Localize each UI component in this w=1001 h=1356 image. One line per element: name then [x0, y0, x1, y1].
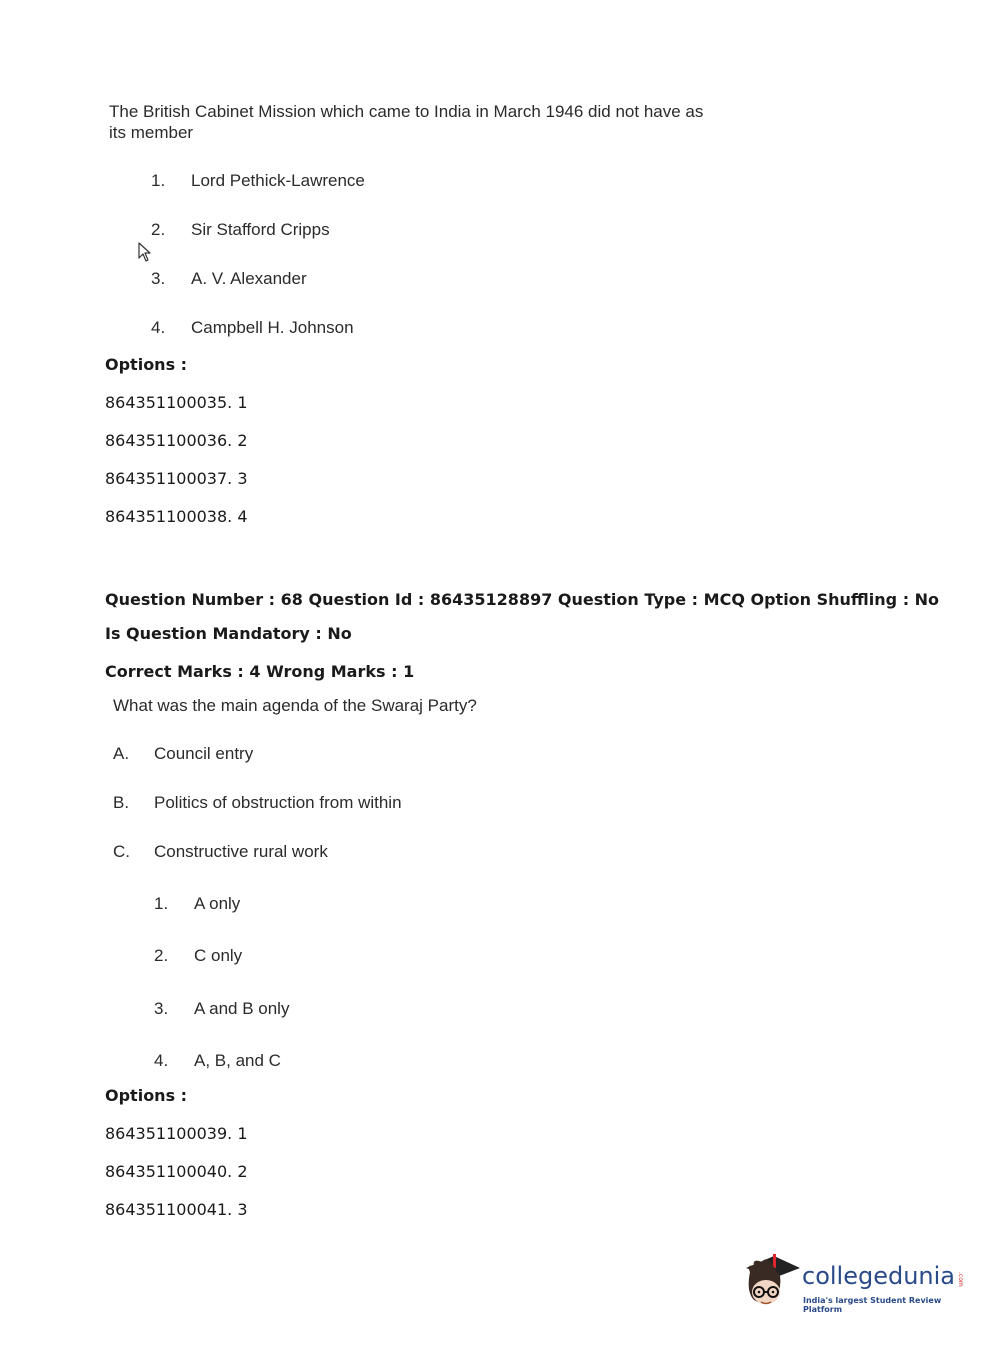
question-text-line-1: The British Cabinet Mission which came to India in March 1946 did not have as — [109, 102, 704, 121]
option-id: 864351100035. 1 — [105, 393, 248, 412]
question-marks: Correct Marks : 4 Wrong Marks : 1 — [105, 662, 415, 681]
option-id: 864351100036. 2 — [105, 431, 248, 450]
statement-item: B. Politics of obstruction from within — [113, 793, 402, 812]
option-id: 864351100041. 3 — [105, 1200, 248, 1219]
choice-item: 1. A only — [154, 894, 241, 913]
option-id: 864351100040. 2 — [105, 1162, 248, 1181]
question-mandatory: Is Question Mandatory : No — [105, 624, 352, 643]
option-id: 864351100038. 4 — [105, 507, 248, 526]
question-text: What was the main agenda of the Swaraj Party? — [113, 696, 477, 715]
statement-item: C. Constructive rural work — [113, 842, 328, 861]
choice-item: 1. Lord Pethick-Lawrence — [151, 171, 365, 190]
option-id: 864351100037. 3 — [105, 469, 248, 488]
options-heading: Options : — [105, 1086, 188, 1105]
choice-item: 3. A and B only — [154, 999, 290, 1018]
question-text-line-2: its member — [109, 123, 194, 142]
question-meta: Question Number : 68 Question Id : 86435128897 Question Type : MCQ Option Shuffling : No — [105, 590, 940, 609]
choice-item: 4. Campbell H. Johnson — [151, 318, 354, 337]
options-heading: Options : — [105, 355, 188, 374]
brand-name: collegedunia — [802, 1262, 956, 1290]
choice-item: 3. A. V. Alexander — [151, 269, 307, 288]
collegedunia-logo[interactable] — [740, 1248, 970, 1318]
choice-item: 2. Sir Stafford Cripps — [151, 220, 330, 239]
mascot-graduation-cap-icon — [740, 1250, 802, 1314]
option-id: 864351100039. 1 — [105, 1124, 248, 1143]
choice-item: 4. A, B, and C — [154, 1051, 281, 1070]
brand-suffix: .com — [957, 1272, 964, 1287]
statement-item: A. Council entry — [113, 744, 254, 763]
mouse-pointer-icon — [138, 242, 152, 262]
brand-tagline: India's largest Student Review Platform — [803, 1296, 942, 1314]
choice-item: 2. C only — [154, 946, 243, 965]
